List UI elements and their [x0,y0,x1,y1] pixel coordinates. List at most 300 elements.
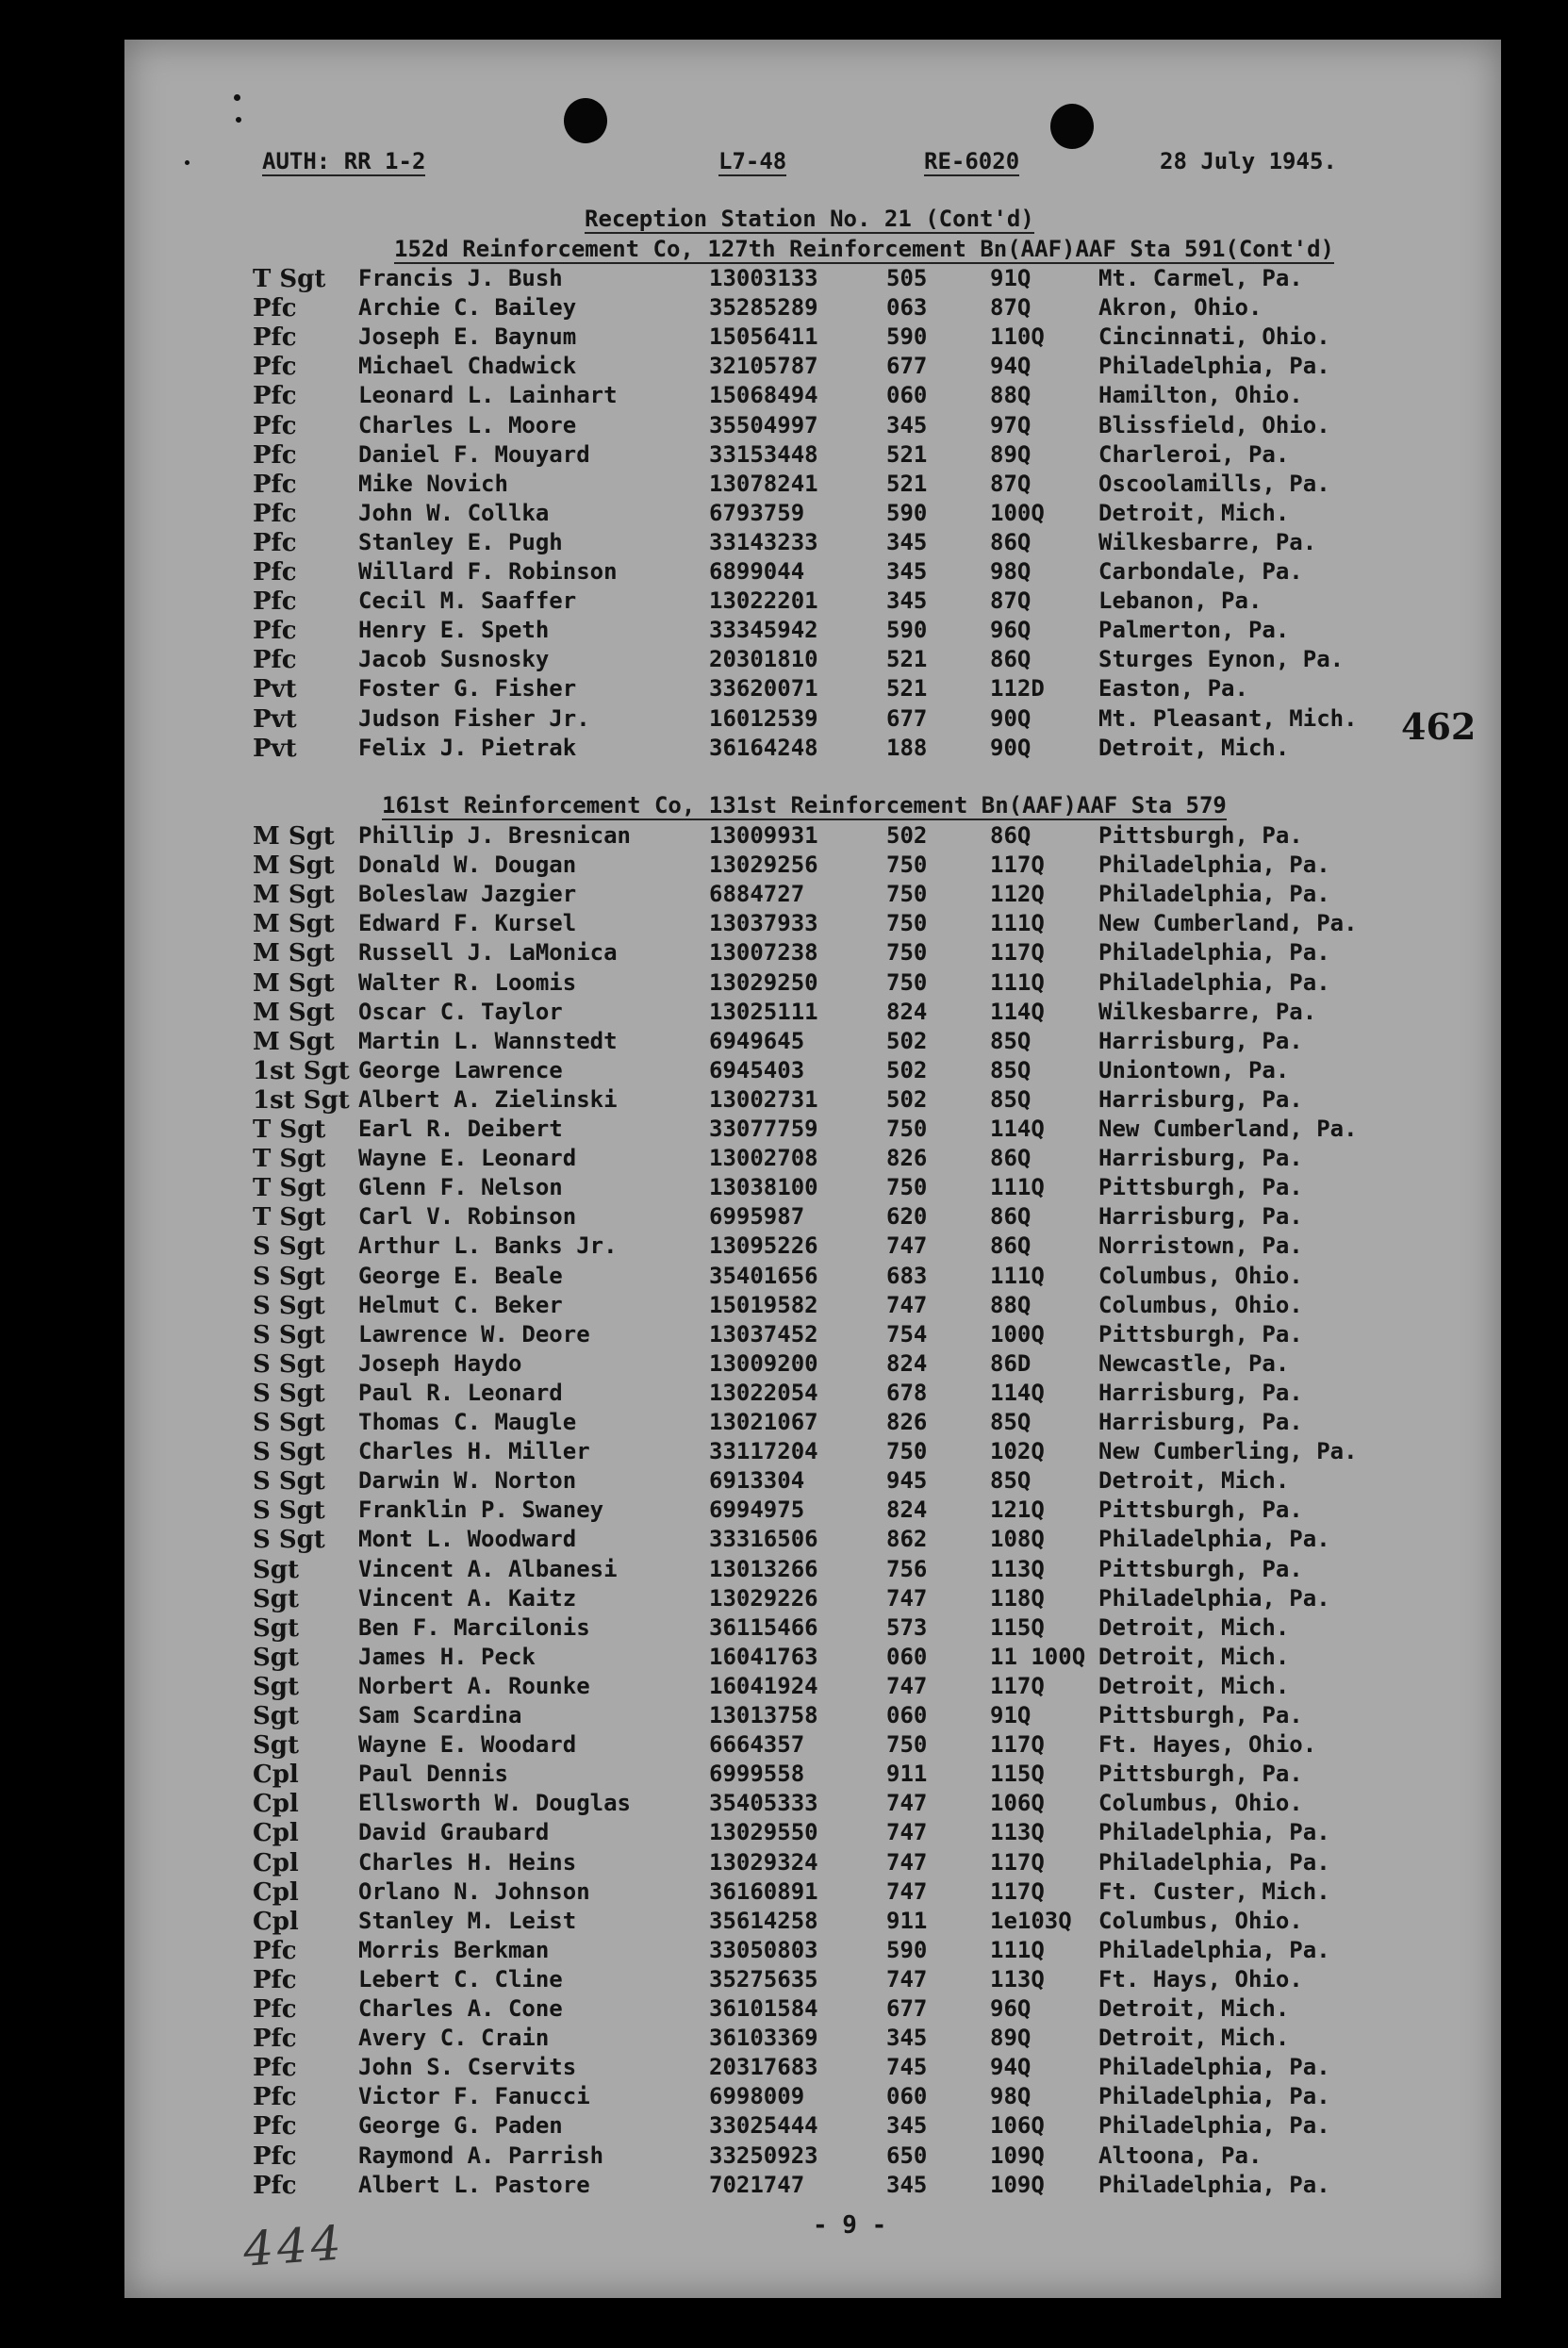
serial-number-cell: 13009200 [709,1349,818,1377]
hometown-cell: Detroit, Mich. [1098,499,1290,526]
code-cell: 345 [886,528,928,555]
name-cell: Felix J. Pietrak [358,734,577,761]
name-cell: Mont L. Woodward [358,1526,577,1553]
code-cell: 590 [886,499,928,526]
serial-number-cell: 33077759 [709,1116,818,1142]
code-cell: 756 [886,1555,928,1582]
hometown-cell: Pittsburgh, Pa. [1098,1702,1303,1728]
serial-number-cell: 33316506 [709,1526,818,1553]
serial-number-cell: 13078241 [709,470,818,497]
rank-cell: Sgt [253,1672,299,1701]
spec-cell: 100Q [990,499,1045,526]
name-cell: Charles L. Moore [358,411,577,438]
rank-cell: Sgt [253,1584,299,1613]
name-cell: Boleslaw Jazgier [358,881,577,908]
spec-cell: 117Q [990,939,1045,967]
name-cell: Thomas C. Maugle [358,1409,577,1435]
rank-cell: S Sgt [253,1526,325,1555]
name-cell: Judson Fisher Jr. [358,704,590,732]
name-cell: Lawrence W. Deore [358,1320,590,1348]
spec-cell: 90Q [990,734,1032,761]
spec-cell: 86Q [990,528,1032,555]
code-cell: 750 [886,1116,928,1142]
rank-cell: Pfc [253,382,297,411]
hometown-cell: Palmerton, Pa. [1098,617,1290,644]
spec-cell: 111Q [990,968,1045,996]
rank-cell: S Sgt [253,1467,325,1496]
serial-number-cell: 33050803 [709,1936,818,1963]
rank-cell: Pfc [253,470,297,499]
rank-cell: S Sgt [253,1291,325,1320]
code-cell: 911 [886,1761,928,1788]
hometown-cell: Mt. Pleasant, Mich. [1098,704,1358,732]
rank-cell: Cpl [253,1790,299,1819]
code-cell: 747 [886,1790,928,1817]
serial-number-cell: 20317683 [709,2054,818,2081]
hometown-cell: Pittsburgh, Pa. [1098,1320,1303,1348]
spec-cell: 115Q [990,1761,1045,1788]
spec-cell: 118Q [990,1584,1045,1612]
serial-number-cell: 13037452 [709,1320,818,1348]
name-cell: James H. Peck [358,1643,536,1670]
code-cell: 824 [886,998,928,1025]
code-cell: 747 [886,1965,928,1992]
hometown-cell: Ft. Hayes, Ohio. [1098,1731,1317,1759]
punch-hole-right [1050,104,1094,149]
rank-cell: M Sgt [253,881,335,910]
name-cell: Russell J. LaMonica [358,939,618,967]
serial-number-cell: 35275635 [709,1965,818,1992]
serial-number-cell: 35285289 [709,294,818,322]
spec-cell: 85Q [990,1056,1032,1083]
name-cell: Wayne E. Leonard [358,1145,577,1172]
hometown-cell: Detroit, Mich. [1098,734,1290,761]
hometown-cell: Philadelphia, Pa. [1098,881,1330,908]
spec-cell: 114Q [990,1379,1045,1406]
name-cell: Morris Berkman [358,1936,550,1963]
code-cell: 650 [886,2141,928,2169]
spec-cell: 110Q [990,323,1045,351]
serial-number-cell: 35614258 [709,1907,818,1934]
name-cell: Archie C. Bailey [358,294,577,322]
serial-number-cell: 15056411 [709,323,818,351]
code-cell: 521 [886,675,928,703]
rank-cell: M Sgt [253,822,335,851]
serial-number-cell: 6899044 [709,558,805,585]
hometown-cell: Pittsburgh, Pa. [1098,1555,1303,1582]
name-cell: Victor F. Fanucci [358,2083,590,2110]
spec-cell: 111Q [990,910,1045,937]
spec-cell: 85Q [990,1085,1032,1113]
rank-cell: T Sgt [253,265,326,293]
serial-number-cell: 13003133 [709,265,818,291]
name-cell: Leonard L. Lainhart [358,382,618,409]
name-cell: Paul R. Leonard [358,1379,563,1406]
hometown-cell: Philadelphia, Pa. [1098,353,1330,380]
hometown-cell: New Cumberland, Pa. [1098,910,1358,937]
rank-cell: Pfc [253,1995,297,2024]
name-cell: Vincent A. Albanesi [358,1555,618,1582]
name-cell: Henry E. Speth [358,617,550,644]
spec-cell: 91Q [990,265,1032,291]
rank-cell: S Sgt [253,1496,325,1526]
code-cell: 754 [886,1320,928,1348]
code-cell: 521 [886,470,928,497]
re-number: RE-6020 [924,148,1020,174]
hometown-cell: Norristown, Pa. [1098,1232,1303,1260]
spec-cell: 108Q [990,1526,1045,1553]
code-cell: 505 [886,265,928,291]
rank-cell: T Sgt [253,1145,326,1174]
hometown-cell: Philadelphia, Pa. [1098,1584,1330,1612]
spec-cell: 85Q [990,1027,1032,1054]
hometown-cell: New Cumberling, Pa. [1098,1438,1358,1465]
section-title: Reception Station No. 21 (Cont'd) [585,206,1034,232]
code-cell: 345 [886,558,928,585]
serial-number-cell: 6995987 [709,1203,805,1231]
name-cell: Phillip J. Bresnican [358,822,631,849]
code-cell: 060 [886,1643,928,1670]
hometown-cell: Harrisburg, Pa. [1098,1409,1303,1435]
name-cell: Oscar C. Taylor [358,998,563,1025]
rank-cell: Pfc [253,587,297,617]
hometown-cell: Oscoolamills, Pa. [1098,470,1330,497]
name-cell: Willard F. Robinson [358,558,618,585]
serial-number-cell: 33153448 [709,440,818,468]
section-subtitle: 152d Reinforcement Co, 127th Reinforcement Bn(AAF)AAF Sta 591(Cont'd) [394,236,1334,262]
spec-cell: 96Q [990,617,1032,644]
serial-number-cell: 16041924 [709,1672,818,1699]
code-cell: 750 [886,852,928,879]
code-cell: 345 [886,2112,928,2140]
rank-cell: Sgt [253,1702,299,1730]
name-cell: Wayne E. Woodard [358,1731,577,1759]
serial-number-cell: 35401656 [709,1262,818,1289]
serial-number-cell: 33143233 [709,528,818,555]
rank-cell: T Sgt [253,1203,326,1232]
spec-cell: 106Q [990,1790,1045,1817]
rank-cell: Cpl [253,1848,299,1877]
serial-number-cell: 6998009 [709,2083,805,2110]
serial-number-cell: 16012539 [709,704,818,732]
code-cell: 824 [886,1349,928,1377]
rank-cell: Pfc [253,2083,297,2112]
spec-cell: 87Q [990,587,1032,615]
spec-cell: 98Q [990,558,1032,585]
rank-cell: Pfc [253,646,297,675]
rank-cell: Sgt [253,1613,299,1643]
code-cell: 747 [886,1584,928,1612]
code-cell: 345 [886,2025,928,2052]
hometown-cell: Philadelphia, Pa. [1098,2112,1330,2140]
name-cell: Carl V. Robinson [358,1203,577,1231]
spec-cell: 117Q [990,852,1045,879]
serial-number-cell: 36164248 [709,734,818,761]
name-cell: George E. Beale [358,1262,563,1289]
name-cell: Daniel F. Mouyard [358,440,590,468]
spec-cell: 85Q [990,1409,1032,1435]
hometown-cell: Pittsburgh, Pa. [1098,1496,1303,1524]
code-cell: 750 [886,1174,928,1201]
serial-number-cell: 13095226 [709,1232,818,1260]
serial-number-cell: 6945403 [709,1056,805,1083]
spec-cell: 86Q [990,1145,1032,1172]
serial-number-cell: 13013758 [709,1702,818,1728]
hometown-cell: Philadelphia, Pa. [1098,1848,1330,1876]
serial-number-cell: 6913304 [709,1467,805,1495]
name-cell: Francis J. Bush [358,265,563,291]
rank-cell: Pfc [253,2112,297,2141]
rank-cell: Pfc [253,294,297,323]
rank-cell: M Sgt [253,1027,335,1056]
rank-cell: Pfc [253,2025,297,2054]
code-cell: 677 [886,704,928,732]
name-cell: Ellsworth W. Douglas [358,1790,631,1817]
serial-number-cell: 20301810 [709,646,818,673]
speck-mark [185,160,190,165]
spec-cell: 86Q [990,1203,1032,1231]
serial-number-cell: 13022201 [709,587,818,615]
hometown-cell: Philadelphia, Pa. [1098,2083,1330,2110]
rank-cell: M Sgt [253,998,335,1027]
serial-number-cell: 13021067 [709,1409,818,1435]
rank-cell: S Sgt [253,1232,325,1262]
rank-cell: Pfc [253,1965,297,1994]
code-cell: 620 [886,1203,928,1231]
hometown-cell: Philadelphia, Pa. [1098,852,1330,879]
code-cell: 590 [886,323,928,351]
serial-number-cell: 6664357 [709,1731,805,1759]
hometown-cell: Detroit, Mich. [1098,2025,1290,2052]
code-cell: 521 [886,440,928,468]
spec-cell: 106Q [990,2112,1045,2140]
hometown-cell: Ft. Hays, Ohio. [1098,1965,1303,1992]
hometown-cell: Newcastle, Pa. [1098,1349,1290,1377]
hometown-cell: Detroit, Mich. [1098,1995,1290,2022]
hometown-cell: Charleroi, Pa. [1098,440,1290,468]
name-cell: Lebert C. Cline [358,1965,563,1992]
auth-line: AUTH: RR 1-2 [262,148,426,174]
spec-cell: 86D [990,1349,1032,1377]
hometown-cell: Lebanon, Pa. [1098,587,1263,615]
code-cell: 750 [886,881,928,908]
serial-number-cell: 36115466 [709,1613,818,1641]
rank-cell: M Sgt [253,968,335,998]
spec-cell: 91Q [990,1702,1032,1728]
name-cell: Donald W. Dougan [358,852,577,879]
name-cell: Earl R. Deibert [358,1116,563,1142]
rank-cell: Pfc [253,528,297,557]
code-cell: 747 [886,1877,928,1905]
spec-cell: 89Q [990,440,1032,468]
serial-number-cell: 36103369 [709,2025,818,2052]
hometown-cell: Blissfield, Ohio. [1098,411,1330,438]
name-cell: Vincent A. Kaitz [358,1584,577,1612]
serial-number-cell: 13038100 [709,1174,818,1201]
serial-number-cell: 13037933 [709,910,818,937]
page-number: - 9 - [813,2211,887,2240]
spec-cell: 113Q [990,1819,1045,1846]
name-cell: Stanley M. Leist [358,1907,577,1934]
serial-number-cell: 13029250 [709,968,818,996]
serial-number-cell: 15068494 [709,382,818,409]
serial-number-cell: 6949645 [709,1027,805,1054]
serial-number-cell: 6999558 [709,1761,805,1788]
rank-cell: T Sgt [253,1116,326,1144]
name-cell: Glenn F. Nelson [358,1174,563,1201]
code-cell: 502 [886,1085,928,1113]
hometown-cell: Detroit, Mich. [1098,1467,1290,1495]
margin-number: 462 [1401,705,1477,748]
rank-cell: Sgt [253,1555,299,1584]
code-cell: 747 [886,1672,928,1699]
spec-cell: 117Q [990,1877,1045,1905]
hometown-cell: Philadelphia, Pa. [1098,939,1330,967]
rank-cell: Pvt [253,675,297,704]
hometown-cell: Philadelphia, Pa. [1098,2171,1330,2198]
name-cell: Charles H. Heins [358,1848,577,1876]
hometown-cell: Columbus, Ohio. [1098,1262,1303,1289]
serial-number-cell: 6884727 [709,881,805,908]
speck-mark [236,117,241,123]
spec-cell: 109Q [990,2171,1045,2198]
name-cell: Raymond A. Parrish [358,2141,604,2169]
serial-number-cell: 16041763 [709,1643,818,1670]
spec-cell: 113Q [990,1965,1045,1992]
code-cell: 345 [886,411,928,438]
rank-cell: Pfc [253,1936,297,1965]
serial-number-cell: 33345942 [709,617,818,644]
rank-cell: Pfc [253,2171,297,2200]
hometown-cell: Philadelphia, Pa. [1098,968,1330,996]
rank-cell: Pfc [253,558,297,587]
hometown-cell: Philadelphia, Pa. [1098,1526,1330,1553]
code-cell: 750 [886,910,928,937]
name-cell: Jacob Susnosky [358,646,550,673]
name-cell: Franklin P. Swaney [358,1496,604,1524]
spec-cell: 117Q [990,1731,1045,1759]
name-cell: Walter R. Loomis [358,968,577,996]
spec-cell: 100Q [990,1320,1045,1348]
name-cell: George Lawrence [358,1056,563,1083]
serial-number-cell: 36101584 [709,1995,818,2022]
name-cell: Edward F. Kursel [358,910,577,937]
hometown-cell: Carbondale, Pa. [1098,558,1303,585]
serial-number-cell: 6994975 [709,1496,805,1524]
name-cell: Sam Scardina [358,1702,522,1728]
rank-cell: Pvt [253,734,297,763]
code-cell: 677 [886,353,928,380]
rank-cell: Pfc [253,2054,297,2083]
code-cell: 862 [886,1526,928,1553]
rank-cell: S Sgt [253,1262,325,1291]
code-cell: 502 [886,1027,928,1054]
code-cell: 945 [886,1467,928,1495]
spec-cell: 86Q [990,822,1032,849]
code-cell: 745 [886,2054,928,2081]
spec-cell: 112D [990,675,1045,703]
code-cell: 747 [886,1819,928,1846]
hometown-cell: New Cumberland, Pa. [1098,1116,1358,1142]
name-cell: Ben F. Marcilonis [358,1613,590,1641]
code-cell: 747 [886,1232,928,1260]
spec-cell: 121Q [990,1496,1045,1524]
spec-cell: 94Q [990,353,1032,380]
code-cell: 826 [886,1145,928,1172]
code-cell: 678 [886,1379,928,1406]
code-cell: 502 [886,822,928,849]
name-cell: Orlano N. Johnson [358,1877,590,1905]
name-cell: Paul Dennis [358,1761,508,1788]
spec-cell: 114Q [990,998,1045,1025]
serial-number-cell: 13029256 [709,852,818,879]
spec-cell: 112Q [990,881,1045,908]
hometown-cell: Uniontown, Pa. [1098,1056,1290,1083]
serial-number-cell: 13002708 [709,1145,818,1172]
spec-cell: 96Q [990,1995,1032,2022]
punch-hole-left [564,98,607,143]
serial-number-cell: 35504997 [709,411,818,438]
speck-mark [234,94,240,101]
spec-cell: 87Q [990,294,1032,322]
spec-cell: 98Q [990,2083,1032,2110]
code-cell: 590 [886,1936,928,1963]
rank-cell: M Sgt [253,852,335,881]
name-cell: Stanley E. Pugh [358,528,563,555]
hometown-cell: Detroit, Mich. [1098,1672,1290,1699]
spec-cell: 90Q [990,704,1032,732]
hometown-cell: Harrisburg, Pa. [1098,1379,1303,1406]
spec-cell: 1e103Q [990,1907,1072,1934]
code-cell: 502 [886,1056,928,1083]
hometown-cell: Harrisburg, Pa. [1098,1027,1303,1054]
spec-cell: 111Q [990,1936,1045,1963]
section-title: 161st Reinforcement Co, 131st Reinforcement Bn(AAF)AAF Sta 579 [382,792,1227,818]
rank-cell: Pvt [253,704,297,734]
spec-cell: 89Q [990,2025,1032,2052]
name-cell: Arthur L. Banks Jr. [358,1232,618,1260]
spec-cell: 115Q [990,1613,1045,1641]
name-cell: George G. Paden [358,2112,563,2140]
hometown-cell: Harrisburg, Pa. [1098,1145,1303,1172]
hometown-cell: Columbus, Ohio. [1098,1291,1303,1318]
document-date: 28 July 1945. [1160,148,1337,174]
spec-cell: 88Q [990,382,1032,409]
rank-cell: Pfc [253,353,297,382]
rank-cell: Pfc [253,411,297,440]
serial-number-cell: 13025111 [709,998,818,1025]
hometown-cell: Pittsburgh, Pa. [1098,1761,1303,1788]
spec-cell: 117Q [990,1672,1045,1699]
code-cell: 063 [886,294,928,322]
serial-number-cell: 13013266 [709,1555,818,1582]
spec-cell: 94Q [990,2054,1032,2081]
serial-number-cell: 13029226 [709,1584,818,1612]
serial-number-cell: 15019582 [709,1291,818,1318]
code-cell: 060 [886,1702,928,1728]
code-cell: 683 [886,1262,928,1289]
hometown-cell: Harrisburg, Pa. [1098,1085,1303,1113]
code-cell: 750 [886,968,928,996]
spec-cell: 117Q [990,1848,1045,1876]
code-cell: 911 [886,1907,928,1934]
code-cell: 573 [886,1613,928,1641]
handwritten-note: 444 [241,2215,347,2277]
hometown-cell: Sturges Eynon, Pa. [1098,646,1345,673]
code-cell: 750 [886,939,928,967]
serial-number-cell: 33117204 [709,1438,818,1465]
name-cell: John W. Collka [358,499,550,526]
